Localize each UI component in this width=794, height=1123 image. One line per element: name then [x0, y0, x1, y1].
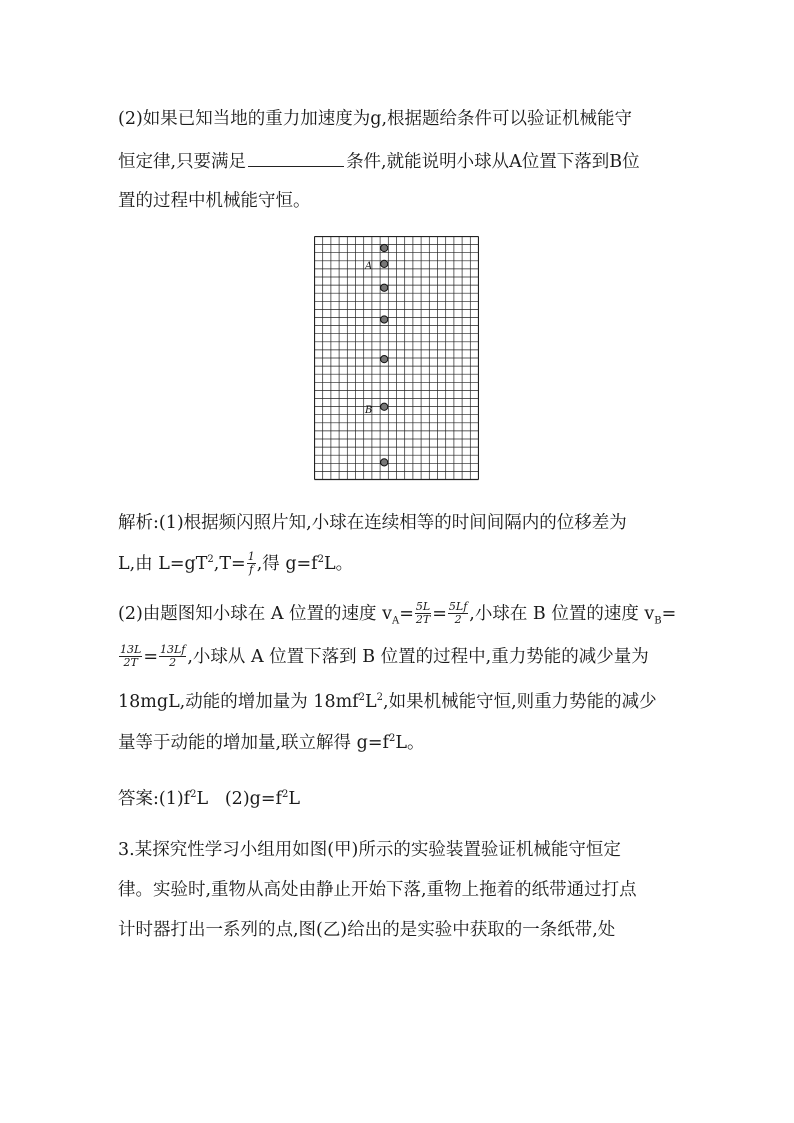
text: =: [143, 647, 158, 667]
denominator: 2: [454, 613, 462, 626]
ball: [381, 260, 388, 267]
analysis-line-2: [118, 548, 353, 577]
answer-blank: [248, 148, 344, 167]
answer: [118, 783, 300, 811]
denominator: 2: [169, 656, 177, 669]
analysis-line-3: [118, 602, 676, 634]
exponent: 2: [358, 692, 366, 703]
exponent: 2: [388, 733, 396, 744]
numerator: 1: [247, 549, 255, 563]
q3-line-1: 3.某探究性学习小组用如图(甲)所示的实验装置验证机械能守恒定: [118, 840, 621, 860]
exponent: 2: [282, 789, 289, 800]
exponent: 2: [376, 692, 384, 703]
q3-line-3: 计时器打出一系列的点,图(乙)给出的是实验中获取的一条纸带,处: [118, 920, 616, 940]
text: ,小球在 B 位置的速度 v: [469, 604, 655, 624]
text: 量等于动能的增加量,联立解得 g=f: [118, 732, 389, 753]
text: ,如果机械能守恒,则重力势能的减少: [383, 691, 657, 712]
analysis-line-5: [118, 686, 657, 714]
fraction-1-over-f: [247, 551, 256, 576]
numerator: 5L: [415, 600, 431, 613]
text: ,小球从 A 位置下落到 B 位置的过程中,重力势能的减少量为: [187, 647, 649, 667]
text: =: [399, 604, 414, 624]
numerator: 13L: [120, 643, 142, 656]
ball: [381, 316, 388, 323]
subscript: A: [392, 615, 400, 627]
text: L (2)g=f: [196, 788, 282, 809]
denominator: 2T: [415, 613, 431, 626]
text: ,得 g=f: [256, 553, 318, 574]
text: L,由 L=gT: [118, 553, 208, 574]
analysis-line-4: [118, 645, 649, 670]
strobe-photo-grid: [314, 236, 479, 481]
text: (2)由题图知小球在 A 位置的速度 v: [118, 604, 393, 624]
fraction-va-1: [415, 601, 431, 626]
text: L: [288, 788, 300, 809]
text: L。: [395, 732, 425, 753]
grid-lines: [315, 237, 479, 480]
analysis-line-1: 解析:(1)根据频闪照片知,小球在连续相等的时间间隔内的位移差为: [118, 513, 627, 533]
text: 答案:(1)f: [118, 788, 191, 809]
text: 18mgL,动能的增加量为 18mf: [118, 691, 359, 712]
fraction-va-2: [448, 601, 468, 626]
q2-line-3: 置的过程中机械能守恒。: [118, 191, 311, 211]
q2-line-2: [118, 148, 640, 174]
position-a-label: A: [365, 261, 373, 272]
exponent: 2: [190, 789, 197, 800]
ball: [381, 244, 388, 251]
numerator: 13Lf: [159, 643, 186, 656]
ball-positions: [381, 244, 388, 466]
q2-text-b: 条件,就能说明小球从A位置下落到B位: [346, 152, 640, 172]
subscript: B: [654, 615, 662, 627]
denominator: f: [249, 562, 254, 576]
exponent: 2: [207, 554, 214, 565]
denominator: 2T: [123, 656, 138, 669]
text: =: [432, 604, 447, 624]
fraction-vb-1: [119, 644, 142, 669]
text: L。: [324, 553, 354, 574]
exponent: 2: [317, 554, 325, 565]
text: =: [661, 604, 677, 624]
numerator: 5Lf: [448, 600, 468, 613]
q3-line-2: 律。实验时,重物从高处由静止开始下落,重物上拖着的纸带通过打点: [118, 880, 637, 900]
position-b-label: B: [365, 405, 373, 416]
ball: [381, 403, 388, 410]
fraction-vb-2: [159, 644, 186, 669]
q2-text-a: 恒定律,只要满足: [118, 152, 247, 172]
ball: [381, 459, 388, 466]
text: L: [365, 691, 377, 712]
ball: [381, 284, 388, 291]
text: ,T=: [213, 553, 246, 574]
analysis-line-6: [118, 727, 424, 755]
q2-line-1: (2)如果已知当地的重力加速度为g,根据题给条件可以验证机械能守: [118, 109, 633, 129]
ball: [381, 356, 388, 363]
